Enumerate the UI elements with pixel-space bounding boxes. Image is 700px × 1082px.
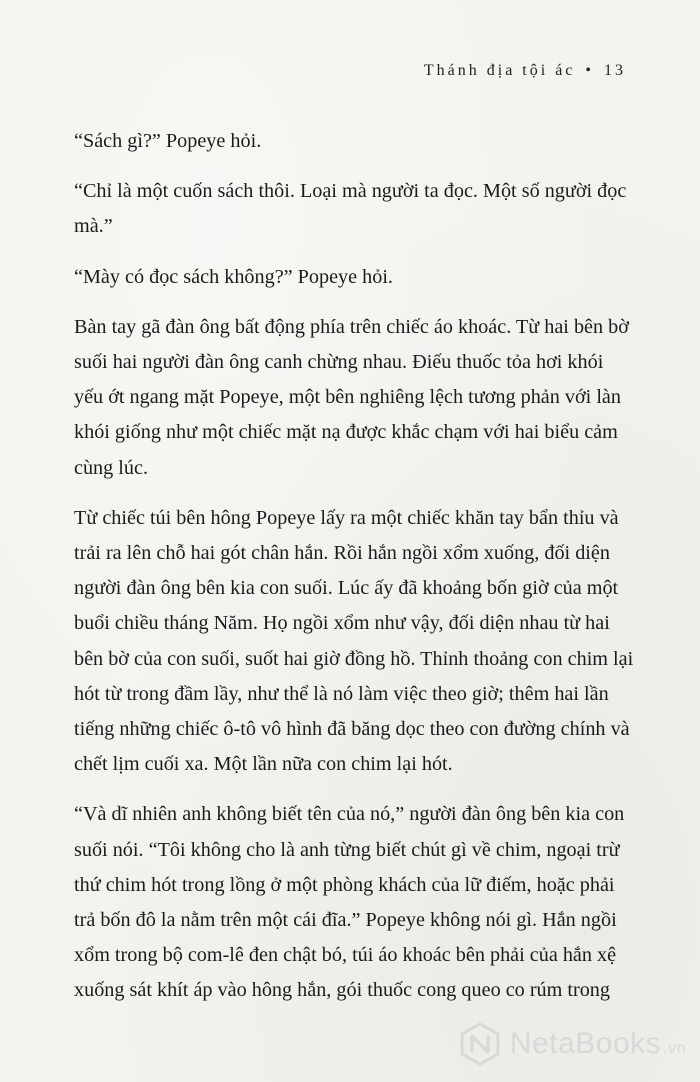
watermark-suffix: .vn	[663, 1040, 686, 1057]
body-text	[74, 124, 634, 1024]
chapter-title: Thánh địa tội ác	[423, 62, 576, 79]
watermark-brand: NetaBooks	[509, 1027, 662, 1060]
separator-bullet: •	[585, 62, 594, 79]
paragraph: Từ chiếc túi bên hông Popeye lấy ra một chiếc khăn tay bẩn thỉu và trải ra lên chỗ hai gót chân hắn. Rồi hắn ngồi xổm xuống, đối diện người đàn ông bên kia con suối. Lúc ấy đã khoảng bốn giờ của một buổi chiều tháng Năm. Họ ngồi xổm như vậy, đối diện nhau từ hai bên bờ của con suối, suốt hai giờ đồng hồ. Thỉnh thoảng con chim lại hót từ trong đầm lầy, như thể là nó làm việc theo giờ; thêm hai lần tiếng những chiếc ô-tô vô hình đã băng dọc theo con đường chính và chết lịm cuối xa. Một lần nữa con chim lại hót.	[74, 506, 634, 776]
paragraph: Bàn tay gã đàn ông bất động phía trên chiếc áo khoác. Từ hai bên bờ suối hai người đàn ông canh chừng nhau. Điếu thuốc tỏa hơi khói yếu ớt ngang mặt Popeye, một bên nghiêng lệch tương phản với làn khói giống như một chiếc mặt nạ được khắc chạm với hai biểu cảm cùng lúc.	[74, 315, 629, 479]
paragraph: “Và dĩ nhiên anh không biết tên của nó,” người đàn ông bên kia con suối nói. “Tôi không cho là anh từng biết chút gì về chim, ngoại trừ thứ chim hót trong lồng ở một phòng khách của lữ điếm, hoặc phải trả bốn đô la nằm trên một cái đĩa.” Popeye không nói gì. Hắn ngồi xổm trong bộ com-lê đen chật bó, túi áo khoác bên phải của hắn xệ xuống sát khít áp vào hông hắn, gói thuốc cong queo co rúm trong	[74, 803, 625, 1002]
paragraph: “Mày có đọc sách không?” Popeye hỏi.	[74, 265, 393, 288]
page-number: 13	[604, 62, 626, 79]
watermark-text	[510, 1027, 686, 1061]
watermark	[458, 1022, 686, 1066]
paragraph: “Sách gì?” Popeye hỏi.	[74, 130, 262, 152]
paragraph: “Chỉ là một cuốn sách thôi. Loại mà người ta đọc. Một số người đọc mà.”	[74, 180, 627, 238]
running-head	[424, 62, 626, 80]
netabooks-logo-icon	[458, 1022, 502, 1066]
